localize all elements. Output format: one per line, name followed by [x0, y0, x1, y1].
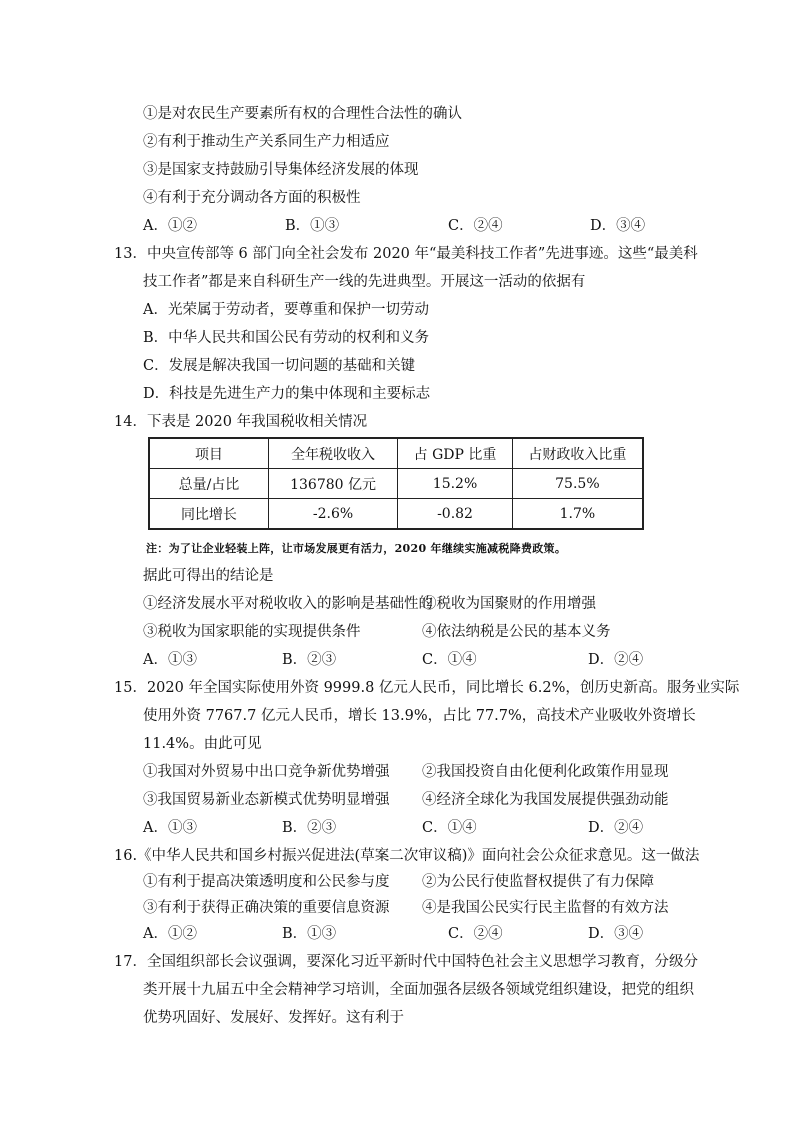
prev-item-1: ①是对农民生产要素所有权的合理性合法性的确认: [143, 106, 462, 122]
q16-choice-c: C．②④: [448, 926, 503, 942]
q14-choice-c: C．①④: [422, 652, 477, 668]
q15-stem-line3: 11.4%。由此可见: [143, 736, 262, 752]
q17-stem-line2: 类开展十九届五中全会精神学习培训，全面加强各层级各领域党组织建设，把党的组织: [143, 982, 694, 998]
prev-item-4: ④有利于充分调动各方面的积极性: [143, 190, 361, 206]
q16-stem: 16.《中华人民共和国乡村振兴促进法(草案二次审议稿)》面向社会公众征求意见。这一做法: [114, 848, 700, 864]
q14-item-3: ③税收为国家职能的实现提供条件: [143, 624, 361, 640]
q13-option-c: C．发展是解决我国一切问题的基础和关键: [143, 358, 416, 374]
q16-choice-b: B．①③: [282, 926, 337, 942]
q15-item-4: ④经济全球化为我国发展提供强劲动能: [422, 792, 669, 808]
prev-item-2: ②有利于推动生产关系同生产力相适应: [143, 134, 390, 150]
table-header-cell: 全年税收收入: [268, 438, 397, 469]
q14-item-4: ④依法纳税是公民的基本义务: [422, 624, 611, 640]
table-header-row: [149, 438, 643, 469]
table-cell: -2.6%: [268, 499, 397, 530]
q15-item-2: ②我国投资自由化便利化政策作用显现: [422, 764, 669, 780]
q14-item-1: ①经济发展水平对税收收入的影响是基础性的: [143, 596, 433, 612]
prev-choice-d: D．③④: [590, 218, 646, 234]
q15-item-3: ③我国贸易新业态新模式优势明显增强: [143, 792, 390, 808]
table-header-cell: 项目: [149, 438, 268, 469]
table-cell: 15.2%: [398, 469, 513, 499]
q15-item-1: ①我国对外贸易中出口竞争新优势增强: [143, 764, 390, 780]
q15-choice-c: C．①④: [422, 820, 477, 836]
table-cell: 总量/占比: [149, 469, 268, 499]
q15-choice-b: B．②③: [282, 820, 337, 836]
q16-choice-d: D．③④: [588, 926, 644, 942]
q13-option-d: D．科技是先进生产力的集中体现和主要标志: [143, 386, 431, 402]
q13-option-a: A．光荣属于劳动者，要尊重和保护一切劳动: [143, 302, 429, 318]
table-cell: 136780 亿元: [268, 469, 397, 499]
q13-stem-line2: 技工作者”都是来自科研生产一线的先进典型。开展这一活动的依据有: [143, 274, 586, 290]
q13-stem-line1: 13．中央宣传部等 6 部门向全社会发布 2020 年“最美科技工作者”先进事迹。这些“最美科: [114, 246, 698, 262]
table-header-cell: 占 GDP 比重: [398, 438, 513, 469]
table-row: [149, 469, 643, 499]
prev-choice-a: A．①②: [143, 218, 197, 234]
q17-stem-line1: 17．全国组织部长会议强调，要深化习近平新时代中国特色社会主义思想学习教育，分级分: [114, 954, 698, 970]
q15-choice-d: D．②④: [588, 820, 644, 836]
q14-item-2: ②税收为国聚财的作用增强: [422, 596, 596, 612]
q17-stem-line3: 优势巩固好、发展好、发挥好。这有利于: [143, 1010, 404, 1026]
table-header-cell: 占财政收入比重: [512, 438, 643, 469]
q16-choice-a: A．①②: [143, 926, 197, 942]
q14-choice-a: A．①③: [143, 652, 197, 668]
table-row: [149, 499, 643, 530]
q14-choice-b: B．②③: [282, 652, 337, 668]
q15-stem-line2: 使用外资 7767.7 亿元人民币，增长 13.9%，占比 77.7%，高技术产业吸收外资增长: [143, 708, 696, 724]
table-cell: 75.5%: [512, 469, 643, 499]
q16-item-2: ②为公民行使监督权提供了有力保障: [422, 874, 654, 890]
q16-item-1: ①有利于提高决策透明度和公民参与度: [143, 874, 390, 890]
prev-item-3: ③是国家支持鼓励引导集体经济发展的体现: [143, 162, 419, 178]
q15-choice-a: A．①③: [143, 820, 197, 836]
prev-choice-c: C．②④: [448, 218, 503, 234]
table-cell: -0.82: [398, 499, 513, 530]
tax-table: [148, 437, 644, 530]
prev-choice-b: B．①③: [285, 218, 340, 234]
q16-item-4: ④是我国公民实行民主监督的有效方法: [422, 900, 669, 916]
q14-stem: 14．下表是 2020 年我国税收相关情况: [114, 414, 368, 430]
table-cell: 同比增长: [149, 499, 268, 530]
q13-option-b: B．中华人民共和国公民有劳动的权利和义务: [143, 330, 430, 346]
q14-prompt: 据此可得出的结论是: [143, 568, 274, 584]
q14-note: 注：为了让企业轻装上阵，让市场发展更有活力，2020 年继续实施减税降费政策。: [146, 542, 567, 555]
table-cell: 1.7%: [512, 499, 643, 530]
q14-choice-d: D．②④: [588, 652, 644, 668]
q15-stem-line1: 15．2020 年全国实际使用外资 9999.8 亿元人民币，同比增长 6.2%，创历史新高。服务业实际: [114, 680, 740, 696]
q16-item-3: ③有利于获得正确决策的重要信息资源: [143, 900, 390, 916]
